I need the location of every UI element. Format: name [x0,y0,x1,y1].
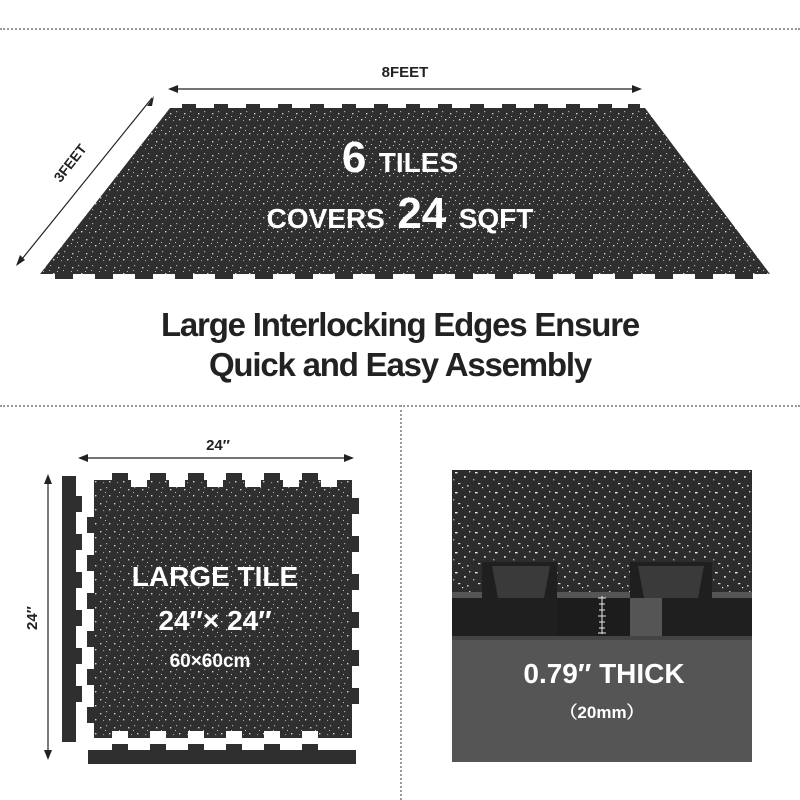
tile-height-arrow [44,474,52,760]
side-border-strip [62,476,76,742]
tile-height-label: 24″ [24,606,41,630]
tile-title: LARGE TILE [131,561,299,592]
headline-line-2: Quick and Easy Assembly [208,346,592,383]
tile-size-inches: 24″× 24″ [158,605,272,636]
thickness-value: 0.79″ THICK [523,658,685,689]
bottom-strip-teeth [112,744,318,751]
headline-line-1: Large Interlocking Edges Ensure [160,306,640,343]
mat-top-teeth [182,104,640,109]
tile-word: TILES [378,147,459,178]
vertical-divider [400,405,402,800]
thickness-metric: （20mm） [560,703,644,722]
tile-count: 6 [341,133,367,182]
depth-label: 3FEET [50,140,90,186]
thickness-closeup [452,470,752,762]
top-divider [0,28,800,30]
width-dimension-arrow [168,85,642,93]
tile-width-label: 24″ [206,437,230,454]
area-value: 24 [397,189,447,238]
mat-perspective-illustration [0,40,800,290]
covers-word: COVERS [266,203,385,234]
single-tile-illustration [0,430,400,800]
tile-size-cm: 60×60cm [169,651,251,672]
side-strip-teeth [75,496,82,702]
area-unit: SQFT [458,203,534,234]
bottom-border-strip [88,750,356,764]
width-label: 8FEET [381,64,429,81]
tile-width-arrow [78,454,354,462]
